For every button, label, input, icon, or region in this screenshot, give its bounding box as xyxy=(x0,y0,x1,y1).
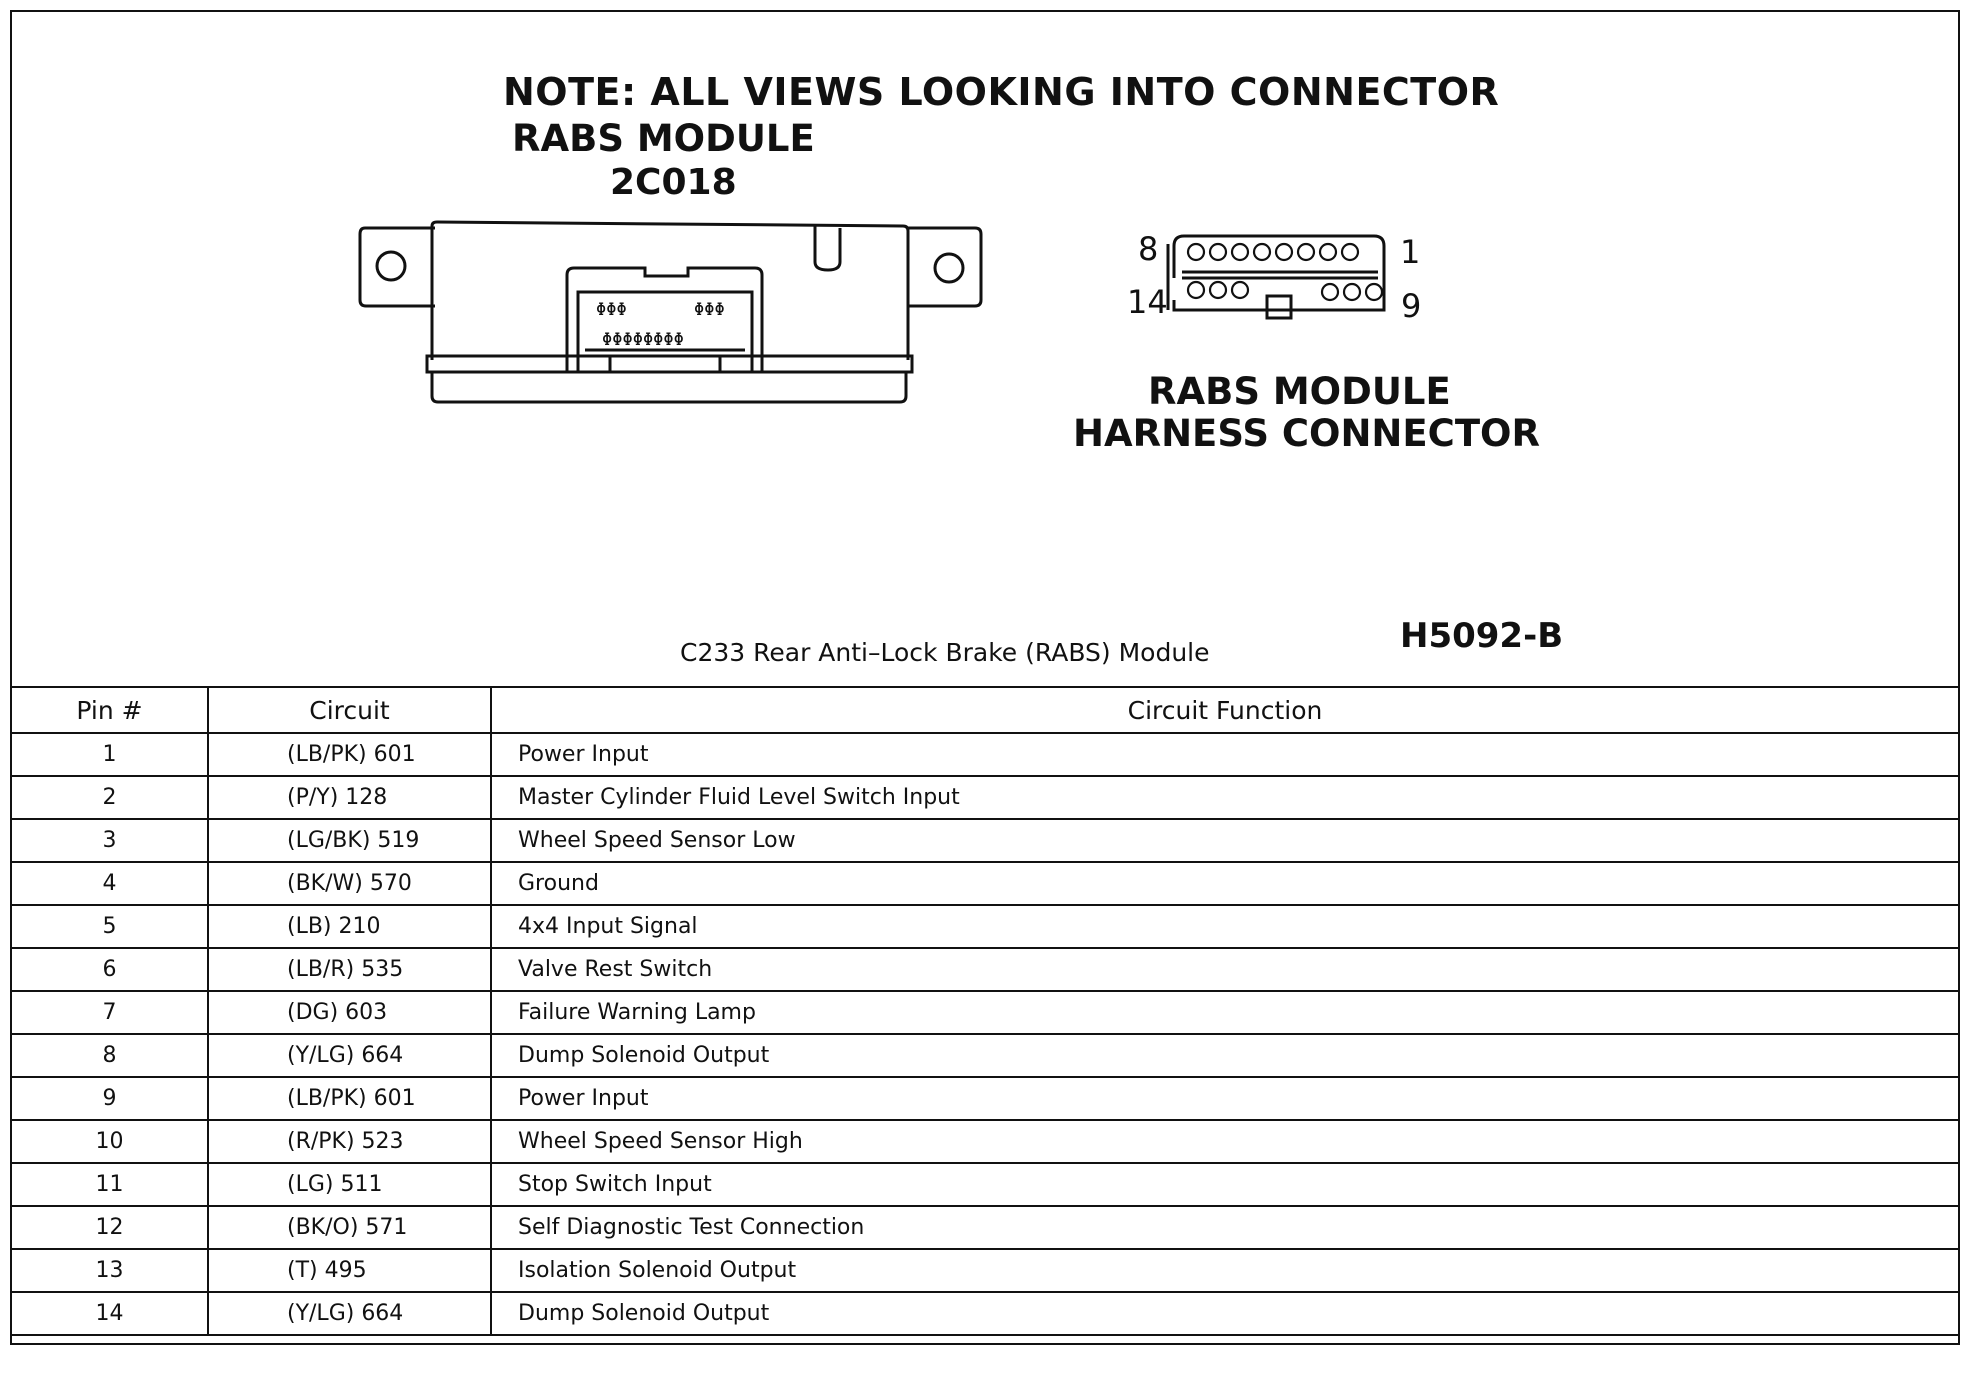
table-row xyxy=(11,1206,1959,1249)
function-cell: Power Input xyxy=(491,733,1959,776)
table-header-row xyxy=(11,687,1959,733)
mount-hole-right xyxy=(935,254,963,282)
header-pin: Pin # xyxy=(11,687,208,733)
table-row xyxy=(11,1292,1959,1335)
table-row xyxy=(11,733,1959,776)
function-cell: Valve Rest Switch xyxy=(491,948,1959,991)
svg-text:ΦΦΦ: ΦΦΦ xyxy=(596,300,627,320)
pin-cell: 14 xyxy=(11,1292,208,1335)
table-row xyxy=(11,1077,1959,1120)
pin-cell: 13 xyxy=(11,1249,208,1292)
module-title: RABS MODULE xyxy=(512,117,815,160)
circuit-cell: (LG/BK) 519 xyxy=(208,819,491,862)
pin-cell: 7 xyxy=(11,991,208,1034)
table-row xyxy=(11,1034,1959,1077)
circuit-cell: (R/PK) 523 xyxy=(208,1120,491,1163)
function-cell: Master Cylinder Fluid Level Switch Input xyxy=(491,776,1959,819)
diagram-caption: C233 Rear Anti–Lock Brake (RABS) Module xyxy=(680,638,1210,667)
function-cell: Wheel Speed Sensor Low xyxy=(491,819,1959,862)
table-row xyxy=(11,948,1959,991)
table-row xyxy=(11,862,1959,905)
note-heading: NOTE: ALL VIEWS LOOKING INTO CONNECTOR xyxy=(503,70,1500,114)
circuit-cell: (LB/R) 535 xyxy=(208,948,491,991)
circuit-cell: (LG) 511 xyxy=(208,1163,491,1206)
circuit-cell: (LB) 210 xyxy=(208,905,491,948)
table-row xyxy=(11,905,1959,948)
pin-cell: 6 xyxy=(11,948,208,991)
pin-label-14: 14 xyxy=(1127,283,1168,321)
pin-cell: 11 xyxy=(11,1163,208,1206)
pin-cell: 3 xyxy=(11,819,208,862)
function-cell: Self Diagnostic Test Connection xyxy=(491,1206,1959,1249)
pin-label-8: 8 xyxy=(1138,230,1159,268)
module-socket-pins xyxy=(596,300,725,350)
table-row xyxy=(11,1249,1959,1292)
harness-key xyxy=(1267,296,1291,318)
header-function: Circuit Function xyxy=(491,687,1959,733)
circuit-cell: (LB/PK) 601 xyxy=(208,1077,491,1120)
function-cell: Ground xyxy=(491,862,1959,905)
circuit-cell: (P/Y) 128 xyxy=(208,776,491,819)
module-part-number: 2C018 xyxy=(610,162,737,203)
table-row xyxy=(11,819,1959,862)
pin-cell: 8 xyxy=(11,1034,208,1077)
table-row xyxy=(11,1163,1959,1206)
circuit-cell: (Y/LG) 664 xyxy=(208,1034,491,1077)
circuit-cell: (BK/O) 571 xyxy=(208,1206,491,1249)
pin-label-1: 1 xyxy=(1400,233,1421,271)
rabs-module-drawing xyxy=(360,222,981,402)
function-cell: Isolation Solenoid Output xyxy=(491,1249,1959,1292)
pin-cell: 12 xyxy=(11,1206,208,1249)
pin-cell: 5 xyxy=(11,905,208,948)
pin-label-9: 9 xyxy=(1401,287,1422,325)
circuit-cell: (T) 495 xyxy=(208,1249,491,1292)
svg-text:ΦΦΦ: ΦΦΦ xyxy=(694,300,725,320)
function-cell: Failure Warning Lamp xyxy=(491,991,1959,1034)
pin-table xyxy=(10,686,1960,1336)
circuit-cell: (LB/PK) 601 xyxy=(208,733,491,776)
pin-cell: 10 xyxy=(11,1120,208,1163)
function-cell: Power Input xyxy=(491,1077,1959,1120)
pin-cell: 9 xyxy=(11,1077,208,1120)
pin-cell: 1 xyxy=(11,733,208,776)
circuit-cell: (Y/LG) 664 xyxy=(208,1292,491,1335)
function-cell: Stop Switch Input xyxy=(491,1163,1959,1206)
circuit-cell: (DG) 603 xyxy=(208,991,491,1034)
function-cell: Dump Solenoid Output xyxy=(491,1034,1959,1077)
svg-text:ΦΦΦΦΦΦΦΦ: ΦΦΦΦΦΦΦΦ xyxy=(602,330,684,350)
pin-cell: 2 xyxy=(11,776,208,819)
mount-hole-left xyxy=(377,252,405,280)
pin-cell: 4 xyxy=(11,862,208,905)
harness-title-line2: HARNESS CONNECTOR xyxy=(1073,412,1540,455)
circuit-cell: (BK/W) 570 xyxy=(208,862,491,905)
table-row xyxy=(11,776,1959,819)
table-row xyxy=(11,991,1959,1034)
header-circuit: Circuit xyxy=(208,687,491,733)
function-cell: 4x4 Input Signal xyxy=(491,905,1959,948)
table-row xyxy=(11,1120,1959,1163)
function-cell: Dump Solenoid Output xyxy=(491,1292,1959,1335)
figure-code: H5092-B xyxy=(1400,616,1564,656)
function-cell: Wheel Speed Sensor High xyxy=(491,1120,1959,1163)
harness-title-line1: RABS MODULE xyxy=(1148,370,1451,413)
